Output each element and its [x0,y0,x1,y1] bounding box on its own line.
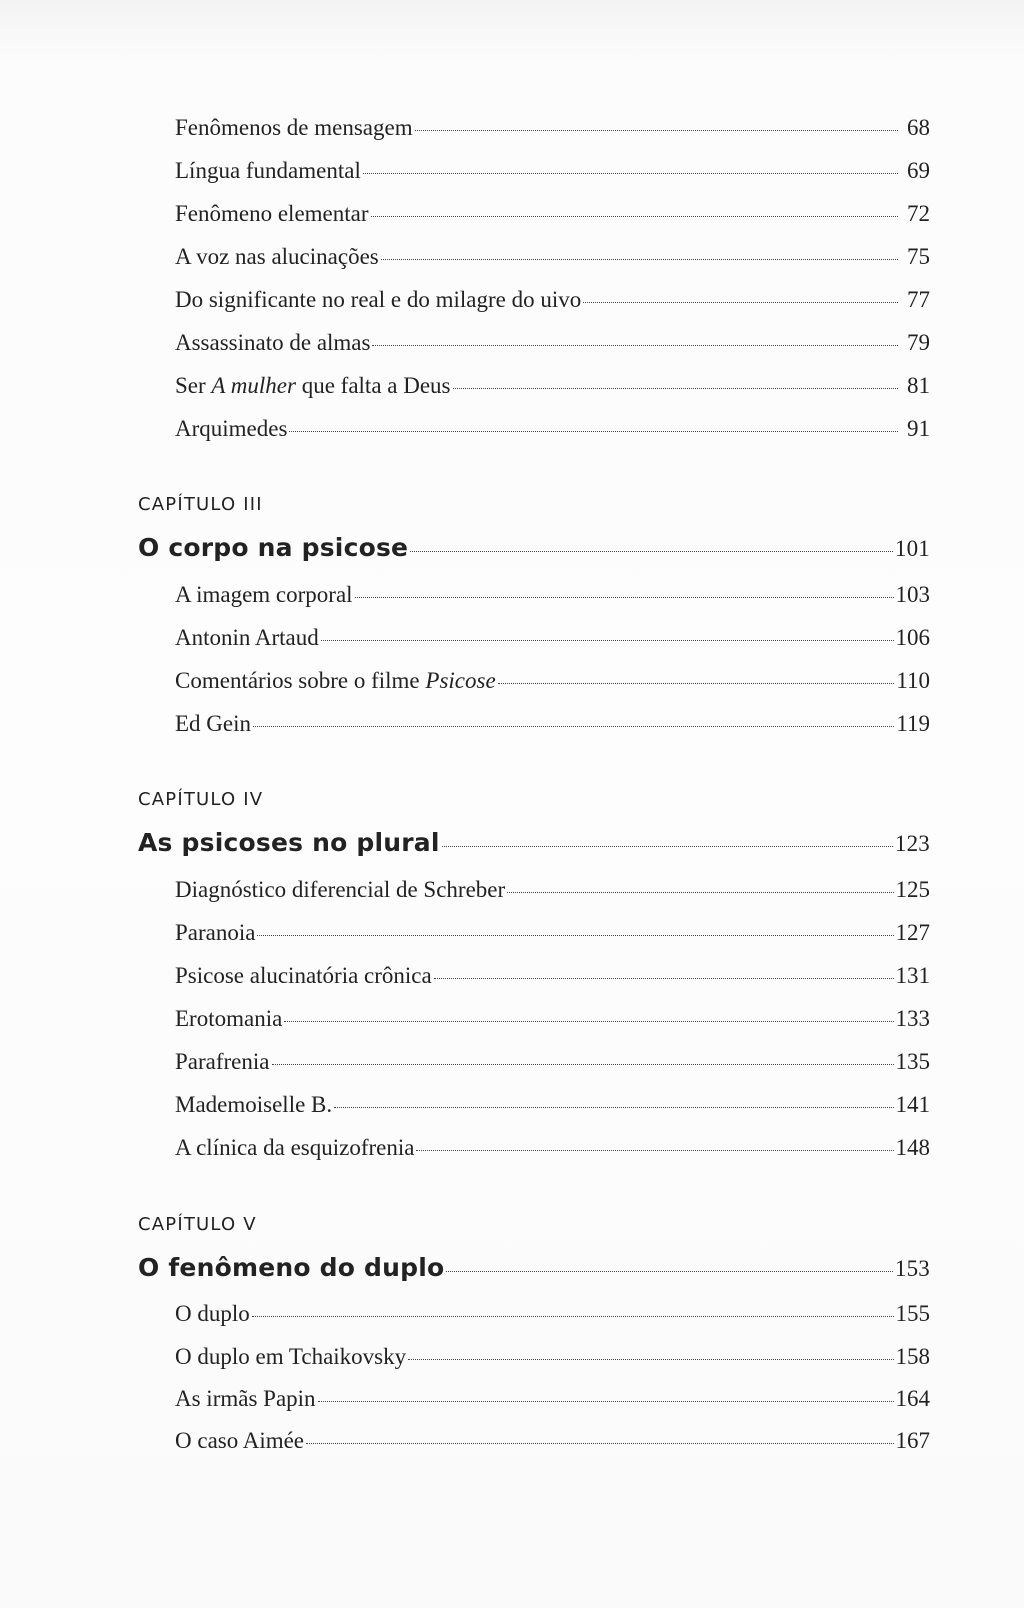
entry-page: 110 [896,668,930,693]
chapter-page: 123 [894,831,930,856]
entry-label: Ed Gein [175,711,252,736]
entry-label: A imagem corporal [175,582,353,607]
toc-entry [175,920,930,946]
entry-page: 91 [907,416,930,441]
dot-leader [371,216,898,217]
toc-entry [175,582,930,608]
dot-leader [498,683,895,684]
dot-leader [453,388,898,389]
entry-page: 125 [895,877,930,902]
dot-leader [381,259,898,260]
entry-label: Antonin Artaud [175,625,319,650]
toc-entry [175,877,930,903]
toc-entry [175,1135,930,1161]
dot-leader [318,1401,894,1402]
toc-entry [175,1301,930,1327]
entry-page: 148 [895,1135,930,1160]
toc-entry [175,244,930,270]
entry-page: 167 [895,1428,930,1453]
toc-entry [175,1386,930,1412]
chapter-title: O fenômeno do duplo [138,1253,445,1282]
entry-label: Fenômenos de mensagem [175,115,413,140]
entry-page: 158 [895,1344,930,1369]
dot-leader [321,640,894,641]
entry-label: Do significante no real e do milagre do uivo [175,287,582,312]
chapter-title-row [138,533,930,562]
entry-page: 103 [895,582,930,607]
chapter-title: O corpo na psicose [138,533,409,562]
entry-label: Arquimedes [175,416,288,441]
dot-leader [408,1359,893,1360]
toc-entry [175,711,930,737]
entry-label [175,668,496,694]
chapter-label: CAPÍTULO III [138,494,263,515]
entry-page: 68 [907,115,930,140]
entry-page: 77 [907,287,930,312]
entry-label: O duplo em Tchaikovsky [175,1344,407,1369]
dot-leader [257,935,893,936]
entry-page: 133 [895,1006,930,1031]
label-italic: Psicose [425,668,496,693]
chapter-page: 101 [894,536,930,561]
toc-entry [175,625,930,651]
entry-page: 135 [895,1049,930,1074]
entry-page: 79 [907,330,930,355]
dot-leader [415,130,898,131]
entry-label: Psicose alucinatória crônica [175,963,432,988]
chapter-label: CAPÍTULO IV [138,789,264,810]
dot-leader [372,345,898,346]
dot-leader [363,173,898,174]
toc-entry [175,1344,930,1370]
toc-entry [175,1049,930,1075]
entry-page: 155 [895,1301,930,1326]
entry-label: Erotomania [175,1006,283,1031]
entry-page: 127 [895,920,930,945]
toc-entry [175,1006,930,1032]
entry-label: O duplo [175,1301,250,1326]
dot-leader [434,978,894,979]
dot-leader [583,302,898,303]
entry-page: 106 [895,625,930,650]
dot-leader [334,1107,893,1108]
dot-leader [416,1150,893,1151]
toc-entry [175,201,930,227]
entry-page: 141 [895,1092,930,1117]
entry-label: Diagnóstico diferencial de Schreber [175,877,506,902]
entry-page: 72 [907,201,930,226]
dot-leader [272,1064,894,1065]
toc-entry [175,373,930,399]
chapter-label: CAPÍTULO V [138,1214,257,1235]
chapter-title-row [138,828,930,857]
toc-entry [175,115,930,141]
entry-label: Mademoiselle B. [175,1092,333,1117]
entry-page: 131 [895,963,930,988]
label-italic: A mulher [211,373,296,398]
label-part: Comentários sobre o filme [175,668,426,693]
toc-entry [175,963,930,989]
entry-label: Língua fundamental [175,158,361,183]
dot-leader [253,726,894,727]
dot-leader [410,551,893,552]
entry-label: A clínica da esquizofrenia [175,1135,415,1160]
toc-entry [175,1092,930,1118]
entry-page: 69 [907,158,930,183]
toc-entry [175,416,930,442]
entry-label: As irmãs Papin [175,1386,316,1411]
entry-page: 164 [895,1386,930,1411]
dot-leader [289,431,898,432]
dot-leader [507,892,893,893]
entry-page: 119 [896,711,930,736]
entry-label: Parafrenia [175,1049,270,1074]
dot-leader [284,1021,893,1022]
entry-label: A voz nas alucinações [175,244,379,269]
dot-leader [442,846,893,847]
entry-page: 75 [907,244,930,269]
entry-label: Assassinato de almas [175,330,371,355]
label-part: Ser [175,373,212,398]
label-part: que falta a Deus [295,373,451,398]
entry-label: Paranoia [175,920,256,945]
chapter-title-row [138,1253,930,1282]
dot-leader [355,597,894,598]
chapter-page: 153 [894,1256,930,1281]
toc-entry [175,287,930,313]
entry-label: O caso Aimée [175,1428,305,1453]
entry-page: 81 [907,373,930,398]
toc-entry [175,1428,930,1454]
toc-entry [175,158,930,184]
dot-leader [446,1271,893,1272]
dot-leader [306,1443,893,1444]
chapter-title: As psicoses no plural [138,828,440,857]
toc-entry [175,330,930,356]
toc-entry [175,668,930,694]
entry-label [175,373,451,399]
entry-label: Fenômeno elementar [175,201,369,226]
dot-leader [252,1316,894,1317]
